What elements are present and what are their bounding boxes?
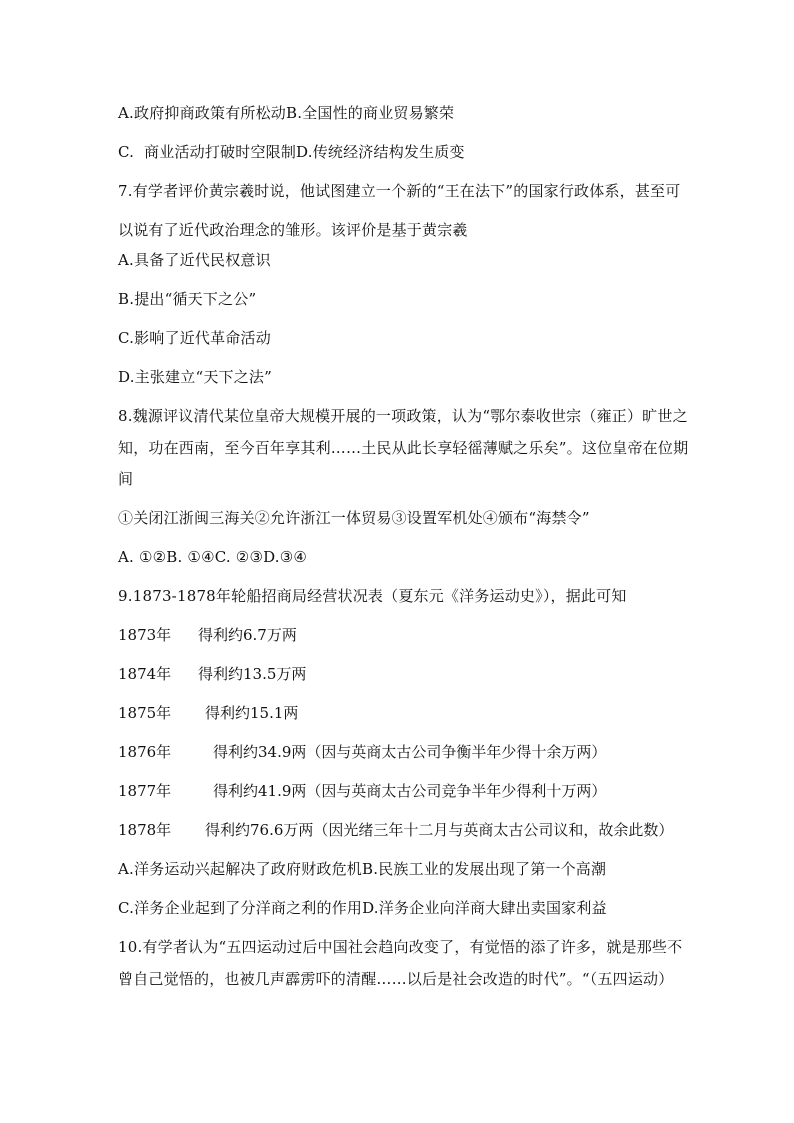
table-row <box>118 664 307 684</box>
q7-option-a: A.具备了近代民权意识 <box>118 251 271 269</box>
table-profit: 得利约6.7万两 <box>198 626 297 644</box>
q8-statements: ①关闭江浙闽三海关②允许浙江一体贸易③设置军机处④颁布“海禁令” <box>118 509 590 527</box>
q10-stem-line-1: 10.有学者认为“五四运动过后中国社会趋向改变了，有觉悟的添了许多，就是那些不 <box>118 938 683 956</box>
table-row <box>118 625 297 645</box>
table-year: 1875年 <box>118 704 172 722</box>
table-year: 1878年 <box>118 821 172 839</box>
table-year: 1874年 <box>118 665 172 683</box>
q8-options: A. ①②B. ①④C. ②③D.③④ <box>118 548 308 566</box>
table-row <box>118 781 607 801</box>
q8-stem-line-2: 知，功在西南，至今百年享其利……土民从此长享轻徭薄赋之乐矣”。这位皇帝在位期 <box>118 439 689 457</box>
q7-option-c: C.影响了近代革命活动 <box>118 329 271 347</box>
table-profit: 得利约15.1两 <box>205 704 299 722</box>
table-row <box>118 820 674 840</box>
q6-options-cd: C. 商业活动打破时空限制D.传统经济结构发生质变 <box>118 143 465 161</box>
q7-option-d: D.主张建立“天下之法” <box>118 368 272 386</box>
table-row <box>118 742 607 762</box>
q9-options-ab: A.洋务运动兴起解决了政府财政危机B.民族工业的发展出现了第一个高潮 <box>118 860 607 878</box>
q9-stem: 9.1873-1878年轮船招商局经营状况表（夏东元《洋务运动史》），据此可知 <box>118 587 627 605</box>
q7-stem-line-1: 7.有学者评价黄宗羲时说，他试图建立一个新的“王在法下”的国家行政体系，甚至可 <box>118 182 681 200</box>
table-profit: 得利约13.5万两 <box>198 665 307 683</box>
q10-stem-line-2: 曾自己觉悟的，也被几声霹雳吓的清醒……以后是社会改造的时代”。“（五四运动） <box>118 970 674 988</box>
table-profit: 得利约76.6万两（因光绪三年十二月与英商太古公司议和，故余此数） <box>205 821 674 839</box>
q9-options-cd: C.洋务企业起到了分洋商之利的作用D.洋务企业向洋商大肆出卖国家利益 <box>118 899 607 917</box>
q7-option-b: B.提出“循天下之公” <box>118 290 257 308</box>
table-profit: 得利约34.9两（因与英商太古公司争衡半年少得十余万两） <box>213 743 607 761</box>
table-year: 1876年 <box>118 743 172 761</box>
table-year: 1873年 <box>118 626 172 644</box>
table-profit: 得利约41.9两（因与英商太古公司竞争半年少得利十万两） <box>213 782 607 800</box>
q6-options-ab: A.政府抑商政策有所松动B.全国性的商业贸易繁荣 <box>118 104 455 122</box>
q8-stem-line-3: 间 <box>118 470 134 488</box>
table-row <box>118 703 299 723</box>
q7-stem-line-2: 以说有了近代政治理念的雏形。该评价是基于黄宗羲 <box>118 221 468 239</box>
table-year: 1877年 <box>118 782 172 800</box>
q8-stem-line-1: 8.魏源评议清代某位皇帝大规模开展的一项政策，认为“鄂尔泰收世宗（雍正）旷世之 <box>118 407 688 425</box>
